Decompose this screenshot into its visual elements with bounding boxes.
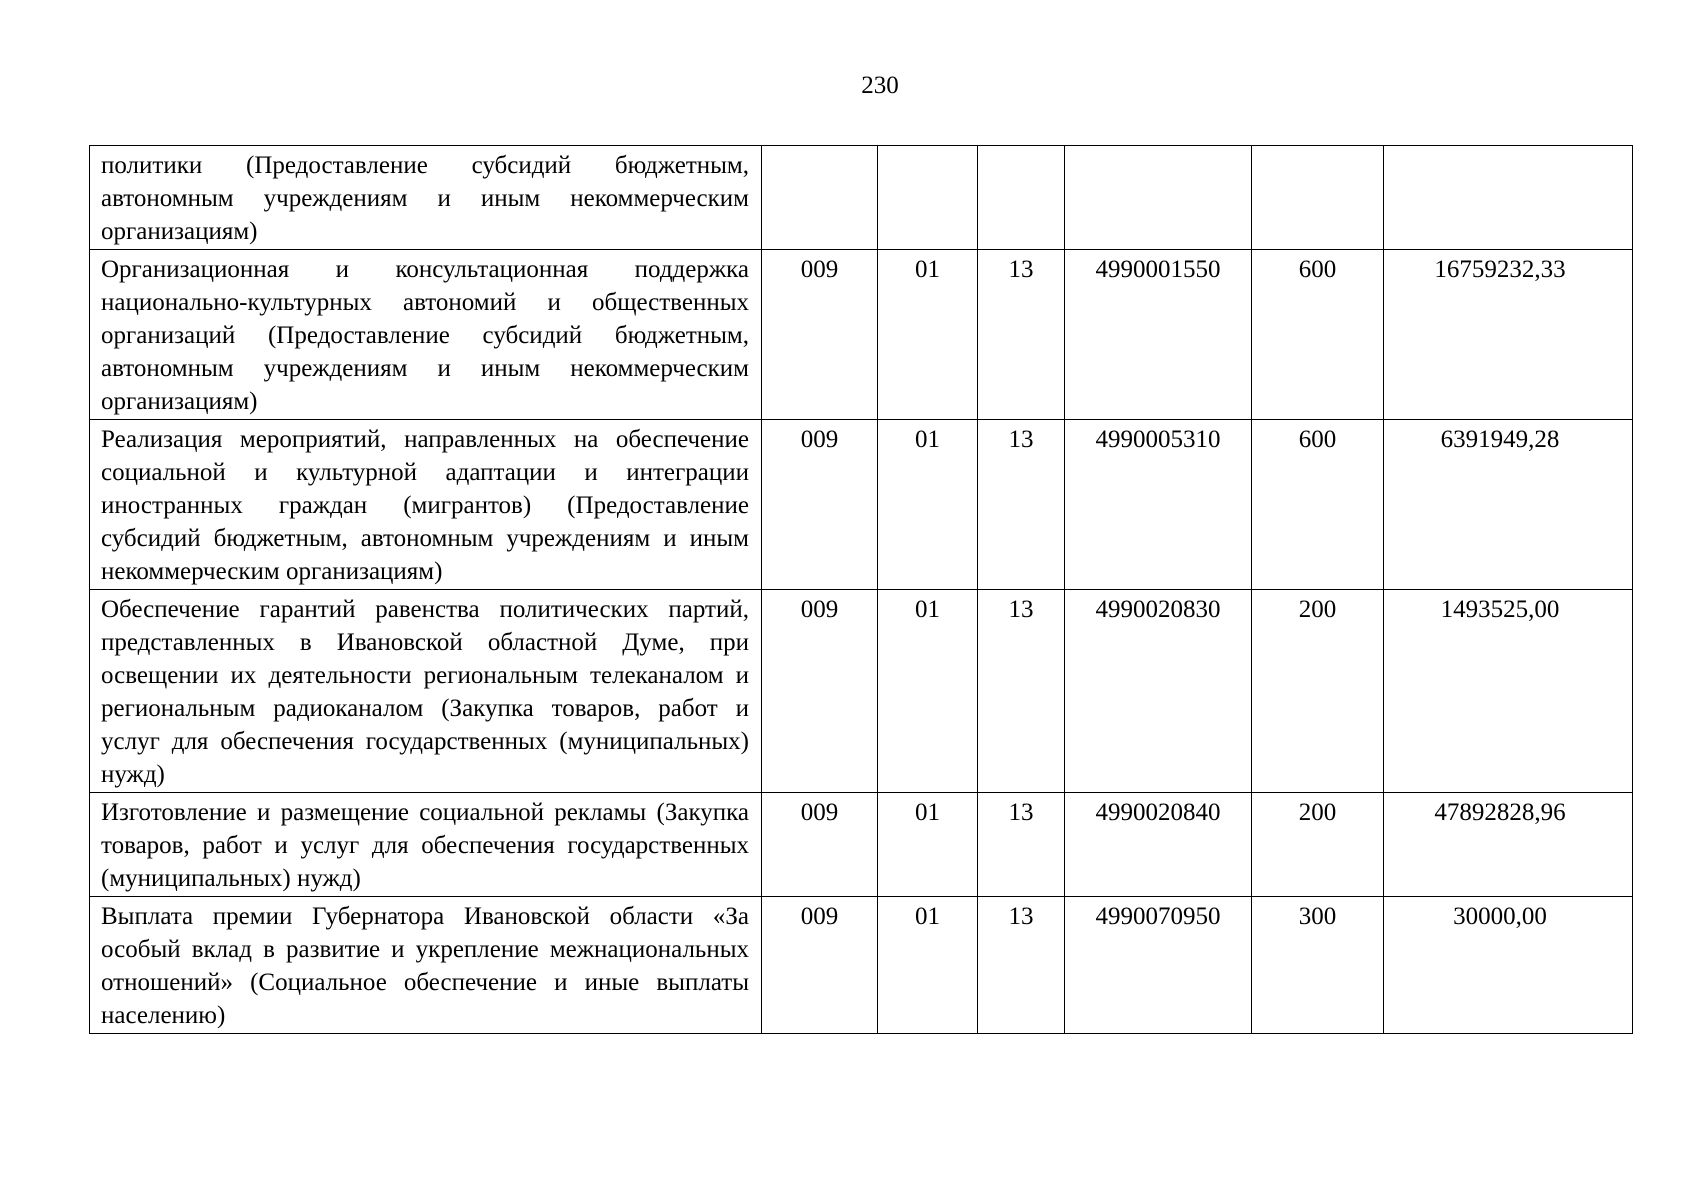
table-row: [90, 590, 1633, 793]
table-row: [90, 250, 1633, 420]
row-section-code: 01: [878, 590, 978, 793]
row-expense-type-code: 600: [1252, 420, 1384, 590]
row-subsection-code: 13: [978, 590, 1065, 793]
budget-table: [89, 145, 1633, 1034]
row-target-article-code: 4990020840: [1065, 793, 1252, 897]
row-ved-code: 009: [762, 420, 878, 590]
row-section-code: 01: [878, 420, 978, 590]
table-row: [90, 146, 1633, 250]
row-target-article-code: 4990020830: [1065, 590, 1252, 793]
row-ved-code: 009: [762, 590, 878, 793]
row-amount: [1384, 146, 1633, 250]
row-description: Изготовление и размещение социальной рекламы (Закупка товаров, работ и услуг для обеспечения государственных (муниципальных) нужд): [90, 793, 762, 897]
row-ved-code: 009: [762, 793, 878, 897]
row-expense-type-code: [1252, 146, 1384, 250]
page-number: 230: [861, 72, 899, 99]
row-ved-code: 009: [762, 897, 878, 1034]
table-row: [90, 420, 1633, 590]
row-ved-code: [762, 146, 878, 250]
row-subsection-code: 13: [978, 897, 1065, 1034]
row-target-article-code: [1065, 146, 1252, 250]
table-row: [90, 793, 1633, 897]
row-section-code: [878, 146, 978, 250]
row-section-code: 01: [878, 250, 978, 420]
row-subsection-code: [978, 146, 1065, 250]
row-expense-type-code: 600: [1252, 250, 1384, 420]
row-amount: 47892828,96: [1384, 793, 1633, 897]
row-expense-type-code: 200: [1252, 590, 1384, 793]
row-amount: 6391949,28: [1384, 420, 1633, 590]
row-description: Реализация мероприятий, направленных на обеспечение социальной и культурной адаптации и интеграции иностранных граждан (мигрантов) (Предоставление субсидий бюджетным, автономным учреждениям и иным некоммерческим организациям): [90, 420, 762, 590]
row-subsection-code: 13: [978, 793, 1065, 897]
row-amount: 16759232,33: [1384, 250, 1633, 420]
row-target-article-code: 4990005310: [1065, 420, 1252, 590]
row-expense-type-code: 200: [1252, 793, 1384, 897]
row-section-code: 01: [878, 793, 978, 897]
row-description: Выплата премии Губернатора Ивановской области «За особый вклад в развитие и укрепление межнациональных отношений» (Социальное обеспечение и иные выплаты населению): [90, 897, 762, 1034]
row-section-code: 01: [878, 897, 978, 1034]
table-row: [90, 897, 1633, 1034]
row-amount: 1493525,00: [1384, 590, 1633, 793]
row-subsection-code: 13: [978, 420, 1065, 590]
row-target-article-code: 4990001550: [1065, 250, 1252, 420]
row-description: Организационная и консультационная поддержка национально-культурных автономий и общественных организаций (Предоставление субсидий бюджетным, автономным учреждениям и иным некоммерческим организациям): [90, 250, 762, 420]
row-ved-code: 009: [762, 250, 878, 420]
row-description: Обеспечение гарантий равенства политических партий, представленных в Ивановской областной Думе, при освещении их деятельности региональным телеканалом и региональным радиоканалом (Закупка товаров, работ и услуг для обеспечения государственных (муниципальных) нужд): [90, 590, 762, 793]
row-description: политики (Предоставление субсидий бюджетным, автономным учреждениям и иным некоммерческим организациям): [90, 146, 762, 250]
row-expense-type-code: 300: [1252, 897, 1384, 1034]
row-subsection-code: 13: [978, 250, 1065, 420]
row-amount: 30000,00: [1384, 897, 1633, 1034]
row-target-article-code: 4990070950: [1065, 897, 1252, 1034]
